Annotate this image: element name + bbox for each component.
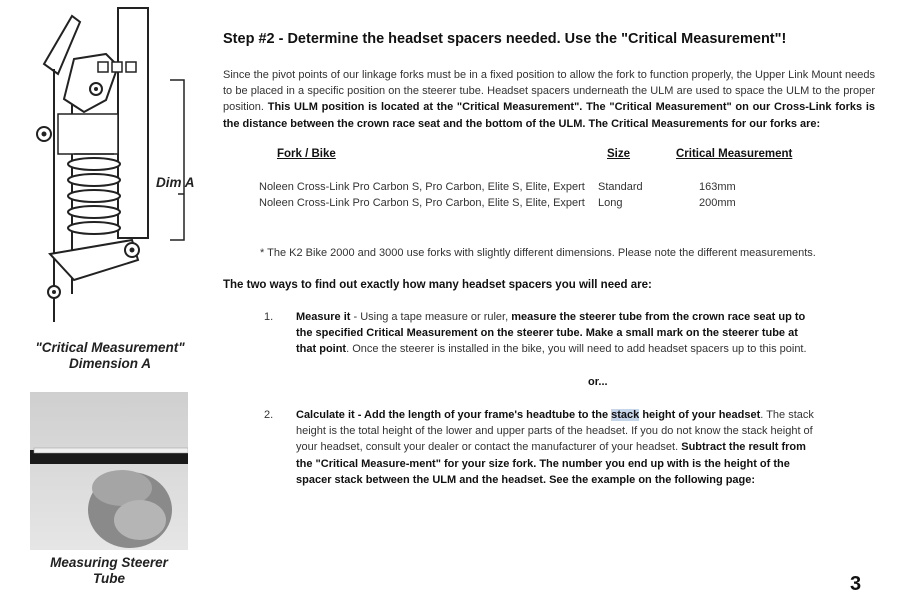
step-number: 2. xyxy=(264,409,274,421)
caption-line: Dimension A xyxy=(68,356,151,371)
step-number: 1. xyxy=(264,311,274,323)
step-bold-text: height of your headset xyxy=(639,409,761,421)
intro-bold-text: This ULM position is located at the "Critical Measurement". The "Critical Measurement" on our Cross-Link forks is the distance between the crown race seat and the bottom of the ULM. The Critical Measurements for our forks are: xyxy=(223,101,875,130)
page-number: 3 xyxy=(850,573,862,595)
ways-heading: The two ways to find out exactly how many headset spacers you will need are: xyxy=(223,279,652,291)
page-title: Step #2 - Determine the headset spacers needed. Use the "Critical Measurement"! xyxy=(223,31,787,47)
table-cell-measurement: 163mm xyxy=(699,181,736,193)
intro-paragraph xyxy=(223,67,875,132)
footnote: * The K2 Bike 2000 and 3000 use forks with slightly different dimensions. Please note the different measurements. xyxy=(260,247,816,259)
step-bold-text: Subtract the result from the "Critical Measure-ment" for your size fork. The number you end up with is the height of the spacer stack between the ULM and the headset. See the example on the following page: xyxy=(296,441,806,486)
step-lead: Measure it xyxy=(296,311,351,323)
step-text: . Once the steerer is installed in the bike, you will need to add headset spacers up to this point. xyxy=(346,343,807,356)
step-bold-text: measure the steerer tube from the crown race seat up to the specified Critical Measurement on the steerer tube. Make a small mark on the steerer tube at that point xyxy=(296,311,806,356)
step-calculate xyxy=(296,407,818,488)
step-text: - Using a tape measure or ruler, xyxy=(350,311,512,323)
measuring-photo xyxy=(30,392,188,550)
step-measure xyxy=(296,309,818,358)
dim-a-label: Dim A xyxy=(156,175,195,190)
table-cell-size: Standard xyxy=(598,181,643,193)
highlighted-word: stack xyxy=(611,409,640,421)
figure-caption-measuring xyxy=(20,555,198,587)
step-bold-text: Calculate it - Add the length of your frame's headtube to the xyxy=(296,409,612,421)
figure-caption-critical xyxy=(20,340,200,372)
caption-line: Tube xyxy=(92,571,125,586)
table-header-measurement: Critical Measurement xyxy=(676,148,793,160)
caption-line: Measuring Steerer xyxy=(50,555,168,570)
table-header-fork: Fork / Bike xyxy=(277,148,336,160)
table-cell-size: Long xyxy=(598,197,623,209)
intro-text: Since the pivot points of our linkage forks must be in a fixed position to allow the fork to function properly, the Upper Link Mount needs to be placed in a specific position on the steerer tube. Headset spacers underneath the ULM are used to space the ULM to the proper position. xyxy=(223,69,875,114)
table-header-size: Size xyxy=(607,148,631,160)
fork-diagram xyxy=(14,4,214,334)
table-cell-fork: Noleen Cross-Link Pro Carbon S, Pro Carbon, Elite S, Elite, Expert xyxy=(259,197,585,209)
or-separator: or... xyxy=(588,376,608,388)
step-text: . The stack height is the total height of the lower and upper parts of the headset. If you do not know the stack height of your headset, consult your dealer or contact the manufacturer of your headset. xyxy=(296,409,814,454)
caption-line: "Critical Measurement" xyxy=(35,340,185,355)
table-cell-fork: Noleen Cross-Link Pro Carbon S, Pro Carbon, Elite S, Elite, Expert xyxy=(259,181,585,193)
table-cell-measurement: 200mm xyxy=(699,197,736,209)
